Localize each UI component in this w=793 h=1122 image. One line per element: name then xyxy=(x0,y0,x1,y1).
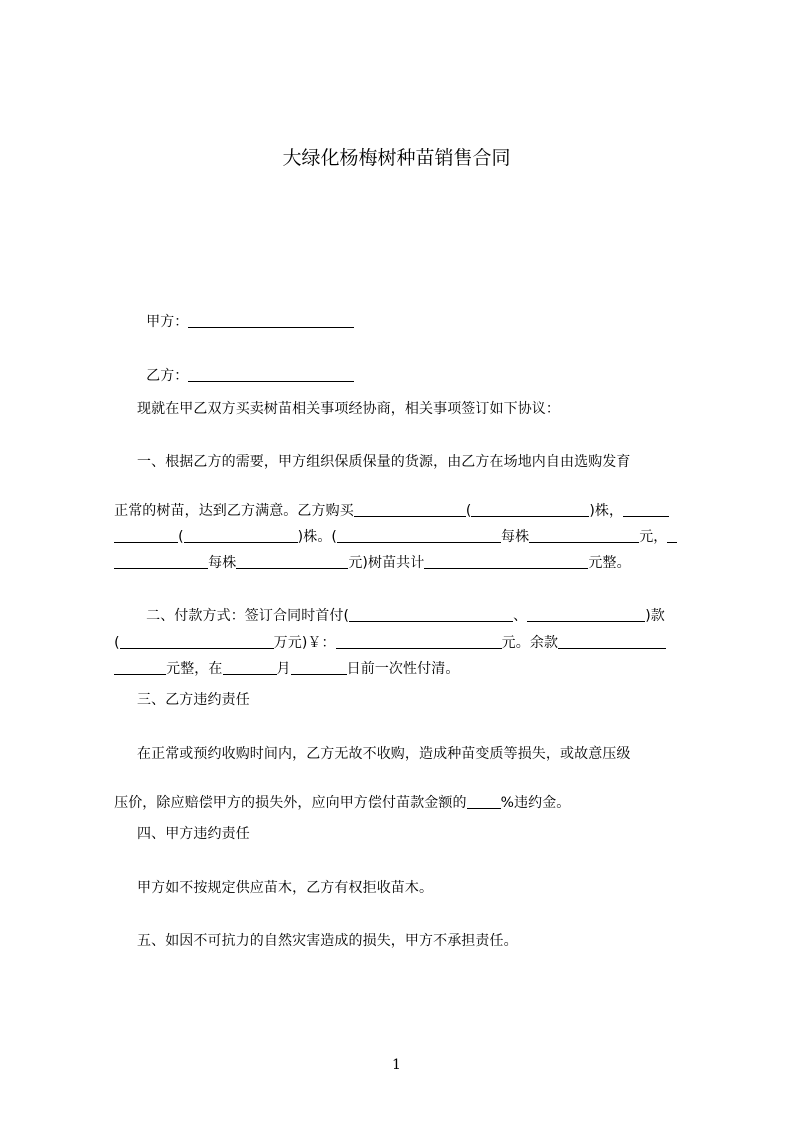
month-blank[interactable] xyxy=(223,659,277,675)
clause4-text: 甲方如不按规定供应苗木，乙方有权拒收苗木。 xyxy=(137,880,434,896)
yuan-whole-text: 元整。 xyxy=(588,555,631,571)
day-blank[interactable] xyxy=(291,659,347,675)
party-a-label: 甲方： xyxy=(146,314,189,330)
clause1-purchase-text: 正常的树苗，达到乙方满意。乙方购买 xyxy=(114,503,354,519)
clause1-line1: 一、根据乙方的需要，甲方组织保质保量的货源，由乙方在场地内自由选购发育 xyxy=(137,454,631,470)
pay-off-text: 日前一次性付清。 xyxy=(346,661,460,677)
clause4-heading: 四、甲方违约责任 xyxy=(137,826,250,842)
clause1-line4 xyxy=(105,530,705,571)
clause3-line1: 在正常或预约收购时间内，乙方无故不收购，造成种苗变质等损失，或故意压级 xyxy=(137,746,631,762)
unit-text: )株， xyxy=(589,503,624,519)
payment-method-text: 二、付款方式：签订合同时首付( xyxy=(146,608,350,624)
penalty-percent-blank[interactable] xyxy=(467,793,501,809)
payment-text: )款 xyxy=(645,608,665,624)
party-b-line xyxy=(137,343,707,384)
party-a-blank[interactable] xyxy=(188,312,354,328)
paren-open: ( xyxy=(114,635,120,651)
intro-paragraph: 现就在甲乙双方买卖树苗相关事项经协商，相关事项签订如下协议： xyxy=(137,401,560,417)
clause5-text: 五、如因不可抗力的自然灾害造成的损失，甲方不承担责任。 xyxy=(137,933,518,949)
page-number: 1 xyxy=(392,1057,401,1073)
paren-open: ( xyxy=(465,503,472,519)
paren-open: ( xyxy=(178,529,184,545)
clause2-line1 xyxy=(137,583,707,624)
yuan-text: 元， xyxy=(639,529,668,545)
clause1-line3 xyxy=(105,504,705,545)
compensation-text: 压价，除应赔偿甲方的损失外，应向甲方偿付苗款金额的 xyxy=(114,795,467,811)
balance-text: 元。余款 xyxy=(501,635,559,651)
clause1-line2 xyxy=(105,478,705,519)
clause3-heading: 三、乙方违约责任 xyxy=(137,692,250,708)
unit-price2-blank[interactable] xyxy=(236,553,348,569)
wan-yuan-text: 万元)￥： xyxy=(273,635,336,651)
per-plant-text: 每株 xyxy=(208,555,237,571)
balance-blank-end[interactable] xyxy=(114,659,166,675)
unit-text: )株。( xyxy=(297,529,337,545)
clause2-line3 xyxy=(105,636,705,677)
clause3-line2 xyxy=(105,770,705,811)
party-b-label: 乙方： xyxy=(146,368,189,384)
party-a-line xyxy=(137,289,707,330)
spec2-blank-end[interactable] xyxy=(114,553,208,569)
total-amount-blank[interactable] xyxy=(424,553,588,569)
document-title: 大绿化杨梅树种苗销售合同 xyxy=(282,147,511,169)
total-text: 元)树苗共计 xyxy=(348,555,425,571)
clause2-line2 xyxy=(105,610,705,651)
party-b-blank[interactable] xyxy=(188,366,354,382)
yuan-whole-text: 元整，在 xyxy=(166,661,223,677)
separator-text: 、 xyxy=(513,608,528,624)
penalty-text: %违约金。 xyxy=(500,795,571,811)
per-plant-text: 每株 xyxy=(501,529,530,545)
month-text: 月 xyxy=(276,661,291,677)
